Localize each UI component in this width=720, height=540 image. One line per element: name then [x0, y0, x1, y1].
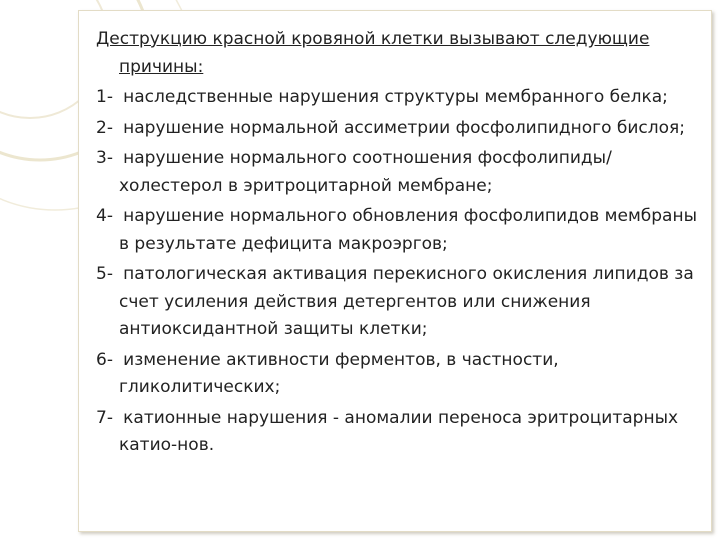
item-number: 3- [96, 148, 113, 168]
list-item [96, 261, 700, 344]
item-text: изменение активности ферментов, в частности, гликолитических; [119, 349, 559, 397]
item-number: 2- [96, 117, 113, 138]
item-number: 4- [96, 206, 113, 226]
list-item [96, 84, 700, 112]
item-text: катионные нарушения - аномалии переноса эритроцитарных катио-нов. [119, 407, 679, 455]
item-number: 5- [96, 264, 113, 284]
list-item [96, 347, 700, 402]
slide-heading: Деструкцию красной кровяной клетки вызывают следующие причины: [96, 29, 650, 77]
item-text: нарушение нормального соотношения фосфолипиды/холестерол в эритроцитарной мембране; [119, 148, 612, 196]
item-number: 6- [96, 349, 113, 370]
list-item [96, 203, 700, 258]
list-item [96, 405, 700, 460]
item-number: 1- [96, 87, 113, 107]
item-text: нарушение нормальной ассиметрии фосфолипидного бислоя; [123, 117, 686, 138]
item-text: патологическая активация перекисного окисления липидов за счет усиления действия детергентов или снижения антиоксидантной защиты клетки; [119, 264, 694, 339]
item-text: нарушение нормального обновления фосфолипидов мембраны в результате дефицита макроэргов; [119, 206, 697, 254]
content-area [96, 26, 700, 463]
item-text: наследственные нарушения структуры мембранного белка; [123, 87, 668, 107]
list-item [96, 115, 700, 143]
item-number: 7- [96, 407, 113, 428]
list-item [96, 145, 700, 200]
